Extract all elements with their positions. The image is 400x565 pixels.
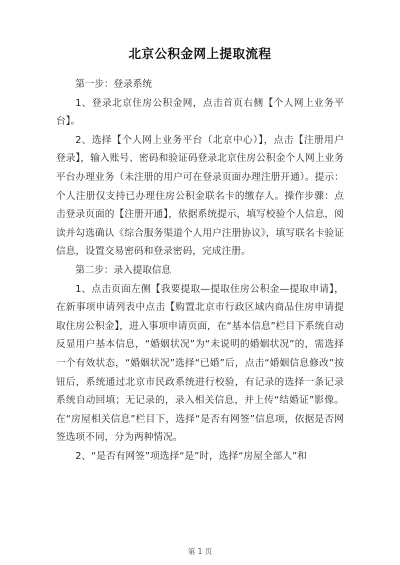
step1-heading: 第一步：登录系统 [75, 79, 152, 90]
step1-paragraph-1: 1、登录北京住房公积金网，点击首页右侧【个人网上业务平台】。 [56, 97, 344, 128]
document-title: 北京公积金网上提取流程 [128, 46, 272, 61]
page-footer: 第 1 页 [187, 547, 213, 556]
step2-paragraph-2: 2、“是否有网签”项选择“是”时，选择“房屋全部人”和 [75, 450, 308, 462]
step2-paragraph-1: 1、点击页面左侧【我要提取—提取住房公积金—提取申请】，在新事项申请列表中点击【购置北京市行政区域内商品住房申请提取住房公积金】，进入事项申请页面，在“基本信息”栏目下系统自动反显用户基本信息，“婚姻状况”为“未说明的婚姻状况”的，需选择一个有效状态，“婚姻状况”选择“已婚”后，点击“婚姻信息修改”按钮后，系统通过北京市民政系统进行校验，有记录的选择一条记录系统自动回填；无记录的，录入相关信息，并上传“结婚证”影像。在“房屋相关信息”栏目下，选择“是否有网签”信息项，依据是否网签选项不同，分为两种情况。 [56, 283, 345, 444]
step2-heading: 第二步：录入提取信息 [75, 264, 172, 276]
step1-paragraph-2: 2、选择【个人网上业务平台（北京中心）】，点击【注册用户登录】，输入账号、密码和验证码登录北京住房公积金个人网上业务平台办理业务（未注册的用户可在登录页面办理注册开通）。提示：个人注册仅支持已办理住房公积金联名卡的缴存人。操作步骤：点击登录页面的【注册开通】，依据系统提示，填写校验个人信息，阅读并勾选确认《综合服务渠道个人用户注册协议》，填写联名卡验证信息，设置交易密码和登录密码，完成注册。 [56, 134, 344, 258]
